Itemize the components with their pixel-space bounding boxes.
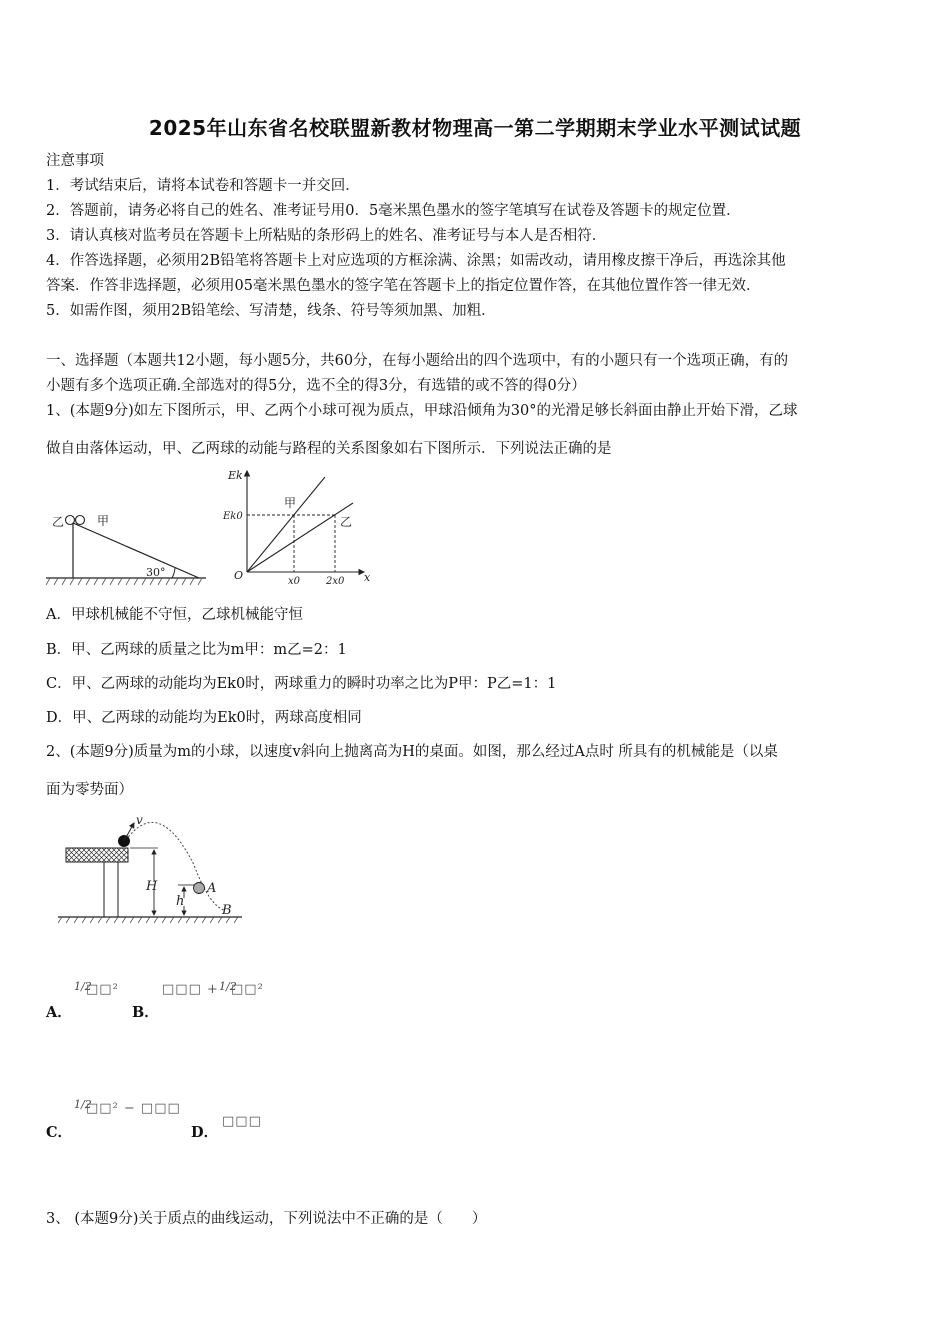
table-top (66, 848, 128, 862)
q2-stem-continued: 面为零势面） (46, 782, 133, 798)
q1-option-b: B．甲、乙两球的质量之比为m甲：m乙=2：1 (46, 642, 347, 658)
q1-stem-continued: 做自由落体运动，甲、乙两球的动能与路程的关系图象如右下图所示．下列说法正确的是 (46, 441, 612, 457)
point-B-label: B (222, 903, 232, 918)
ball-jia (76, 516, 85, 525)
table-leg (104, 862, 118, 917)
x-tick-2x0: 2x0 (326, 576, 345, 587)
q1-incline-figure (44, 505, 209, 590)
section1-instructions: 一、选择题（本题共12小题，每小题5分，共60分，在每小题给出的四个选项中，有的小题只有一个选项正确，有的 (46, 353, 789, 369)
note-1: 1．考试结束后，请将本试卷和答题卡一并交回． (46, 178, 360, 194)
q1-option-c: C．甲、乙两球的动能均为Ek0时，两球重力的瞬时功率之比为P甲：P乙=1：1 (46, 676, 557, 692)
q2-option-c-formula: □□² − □□□ (86, 1101, 181, 1116)
note-3: 3．请认真核对监考员在答题卡上所粘贴的条形码上的姓名、准考证号与本人是否相符． (46, 228, 607, 244)
q1-ek-x-graph (222, 465, 377, 590)
ground-hatch-2 (58, 917, 238, 923)
point-A-ball (194, 883, 205, 894)
note-5: 5．如需作图，须用2B铅笔绘、写清楚，线条、符号等须加黑、加粗． (46, 303, 496, 319)
q2-option-b-formula-part2: □□² (231, 982, 264, 997)
notes-heading: 注意事项 (46, 153, 104, 169)
incline-slope (73, 523, 199, 578)
x-axis-label: x (364, 571, 371, 584)
line-jia (247, 477, 325, 572)
q2-stem: 2、(本题9分)质量为m的小球，以速度v斜向上抛离高为H的桌面。如图，那么经过A点时 所具有的机械能是（以桌 (46, 744, 778, 760)
note-4-continued: 答案．作答非选择题，必须用05毫米黑色墨水的签字笔在答题卡上的指定位置作答，在其他位置作答一律无效． (46, 278, 761, 294)
q2-option-a-label: A． (46, 1004, 72, 1021)
label-yi: 乙 (52, 515, 65, 529)
note-4: 4．作答选择题，必须用2B铅笔将答题卡上对应选项的方框涂满、涂黑；如需改动，请用橡皮擦干净后，再选涂其他 (46, 253, 786, 269)
y-axis-label: Ek (228, 469, 243, 482)
angle-arc (172, 568, 175, 578)
q3-stem: 3、 (本题9分)关于质点的曲线运动，下列说法中不正确的是（ ） (46, 1211, 487, 1227)
line-yi-label: 乙 (340, 515, 353, 529)
section1-instructions-continued: 小题有多个选项正确.全部选对的得5分，选不全的得3分，有选错的或不答的得0分） (46, 378, 586, 394)
line-yi (247, 503, 353, 572)
q2-projectile-figure (54, 810, 249, 930)
q2-option-b-formula-part1: □□□ + (162, 982, 219, 997)
note-2: 2．答题前，请务必将自己的姓名、准考证号用0．5毫米黑色墨水的签字笔填写在试卷及答题卡的规定位置． (46, 203, 741, 219)
label-jia: 甲 (97, 514, 110, 528)
y-tick-ek0: Ek0 (223, 511, 243, 522)
q2-option-b-label: B． (132, 1004, 159, 1021)
q2-option-a-fraction: 1/2 (74, 980, 92, 993)
q1-option-d: D．甲、乙两球的动能均为Ek0时，两球高度相同 (46, 710, 362, 726)
H-label: H (146, 879, 158, 894)
point-A-label: A (207, 881, 217, 896)
ground-hatch (46, 578, 202, 585)
q2-option-c-label: C． (46, 1124, 73, 1141)
ball-yi (66, 516, 75, 525)
q2-option-d-formula: □□□ (222, 1114, 262, 1129)
q2-option-b-fraction: 1/2 (219, 980, 237, 993)
q2-option-d-label: D． (191, 1124, 219, 1141)
q1-stem: 1、(本题9分)如左下图所示，甲、乙两个小球可视为质点，甲球沿倾角为30°的光滑足够长斜面由静止开始下滑，乙球 (46, 403, 798, 419)
origin-label: O (234, 569, 244, 582)
q2-option-a-formula: □□² (86, 982, 119, 997)
angle-label: 30° (146, 566, 166, 579)
q1-option-a: A．甲球机械能不守恒，乙球机械能守恒 (46, 607, 303, 623)
line-jia-label: 甲 (284, 496, 297, 510)
h-label: h (176, 894, 185, 909)
page-title: 2025年山东省名校联盟新教材物理高一第二学期期末学业水平测试试题 (148, 116, 802, 140)
velocity-label: v (136, 813, 143, 827)
q2-option-c-fraction: 1/2 (74, 1098, 92, 1111)
x-tick-x0: x0 (288, 576, 301, 587)
trajectory (126, 822, 224, 910)
